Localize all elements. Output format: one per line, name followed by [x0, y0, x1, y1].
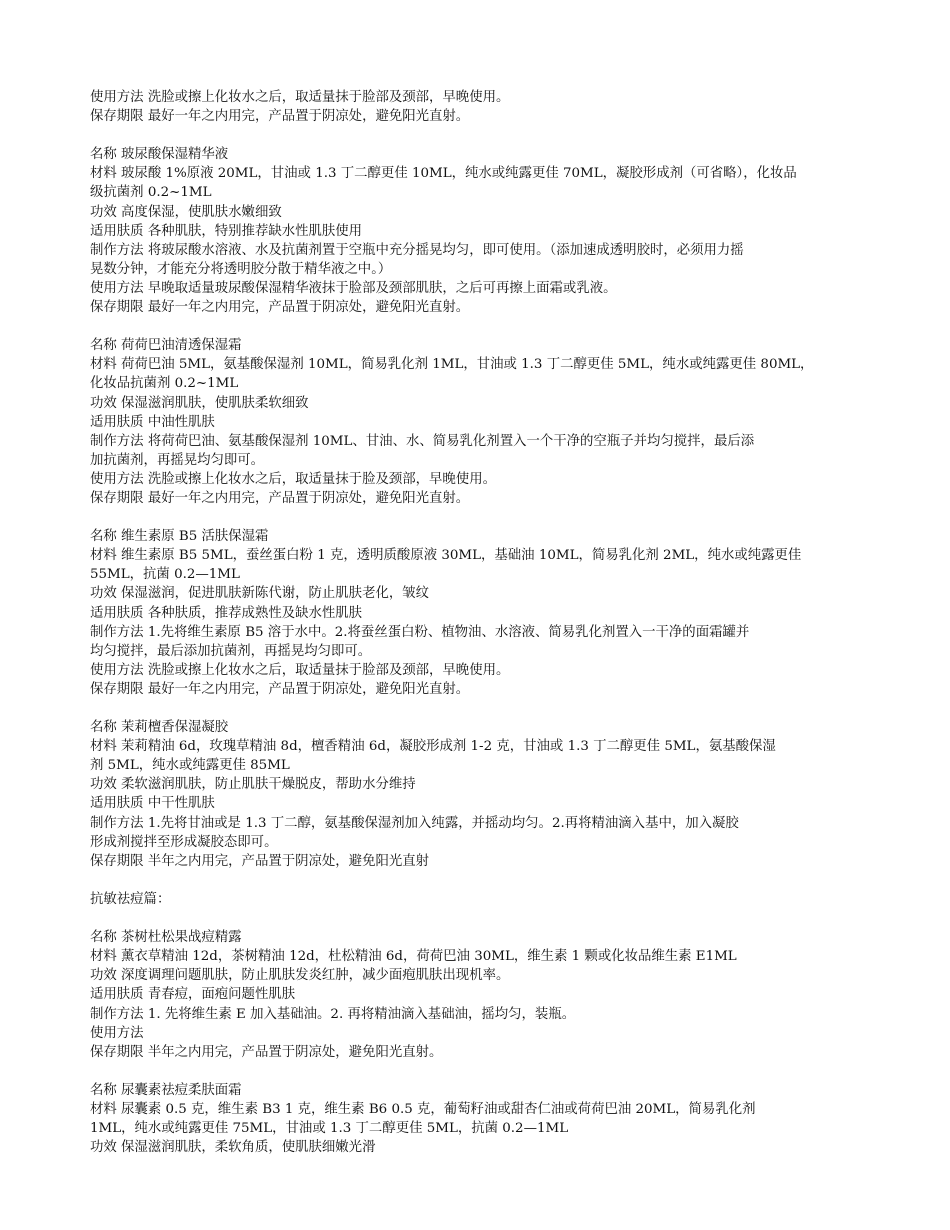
text-line: 保存期限 半年之内用完，产品置于阴凉处，避免阳光直射: [90, 853, 430, 869]
text-line: 使用方法 洗脸或擦上化妆水之后，取适量抹于脸部及颈部，早晚使用。: [90, 662, 510, 678]
text-line: 均匀搅拌，最后添加抗菌剂，再摇晃均匀即可。: [90, 643, 372, 659]
text-line: 保存期限 最好一年之内用完，产品置于阴凉处，避免阳光直射。: [90, 490, 470, 506]
text-line: 晃数分钟，才能充分将透明胶分散于精华液之中。）: [90, 261, 392, 277]
text-line: 功效 柔软滋润肌肤，防止肌肤干燥脱皮，帮助水分维持: [90, 777, 416, 793]
text-line: 功效 保湿滋润肌肤，柔软角质，使肌肤细嫩光滑: [90, 1140, 376, 1156]
text-line: 抗敏祛痘篇：: [90, 891, 171, 907]
blank-line: [90, 699, 872, 718]
text-line: 保存期限 最好一年之内用完，产品置于阴凉处，避免阳光直射。: [90, 109, 470, 125]
blank-line: [90, 1062, 872, 1081]
text-line: 使用方法 洗脸或擦上化妆水之后，取适量抹于脸部及颈部，早晚使用。: [90, 90, 510, 105]
text-line: 名称 荷荷巴油清透保湿霜: [90, 338, 242, 354]
text-line: 功效 保湿滋润肌肤，使肌肤柔软细致: [90, 395, 309, 411]
text-line: 材料 茉莉精油 6d，玫瑰草精油 8d，檀香精油 6d，凝胶形成剂 1-2 克，甘油或 1.3 丁二醇更佳 5ML，氨基酸保湿: [90, 739, 776, 755]
blank-line: [90, 871, 872, 890]
text-line: 功效 保湿滋润，促进肌肤新陈代谢，防止肌肤老化，皱纹: [90, 586, 430, 602]
text-line: 制作方法 1.先将维生素原 B5 溶于水中。2.将蚕丝蛋白粉、植物油、水溶液、简易乳化剂置入一干净的面霜罐并: [90, 624, 750, 640]
text-line: 名称 尿囊素祛痘柔肤面霜: [90, 1082, 242, 1098]
text-line: 保存期限 最好一年之内用完，产品置于阴凉处，避免阳光直射。: [90, 681, 470, 697]
text-line: 名称 茶树杜松果战痘精露: [90, 930, 242, 946]
text-line: 1ML，纯水或纯露更佳 75ML，甘油或 1.3 丁二醇更佳 5ML，抗菌 0.2—1ML: [90, 1121, 569, 1137]
text-line: 适用肤质 中油性肌肤: [90, 414, 215, 430]
text-line: 剂 5ML，纯水或纯露更佳 85ML: [90, 758, 290, 774]
text-line: 保存期限 最好一年之内用完，产品置于阴凉处，避免阳光直射。: [90, 300, 470, 316]
blank-line: [90, 909, 872, 928]
text-line: 适用肤质 各种肌肤，特别推荐缺水性肌肤使用: [90, 223, 363, 239]
text-line: 使用方法 洗脸或擦上化妆水之后，取适量抹于脸及颈部，早晚使用。: [90, 471, 496, 487]
text-line: 材料 薰衣草精油 12d，茶树精油 12d，杜松精油 6d，荷荷巴油 30ML，维生素 1 颗或化妆品维生素 E1ML: [90, 949, 737, 965]
text-line: 制作方法 将玻尿酸水溶液、水及抗菌剂置于空瓶中充分摇晃均匀，即可使用。（添加速成透明胶时，必须用力摇: [90, 242, 744, 258]
text-line: 制作方法 1.先将甘油或是 1.3 丁二醇，氨基酸保湿剂加入纯露，并摇动均匀。2.再将精油滴入基中，加入凝胶: [90, 815, 739, 831]
text-line: 材料 维生素原 B5 5ML，蚕丝蛋白粉 1 克，透明质酸原液 30ML，基础油 10ML，简易乳化剂 2ML，纯水或纯露更佳: [90, 548, 802, 564]
text-line: 材料 玻尿酸 1%原液 20ML，甘油或 1.3 丁二醇更佳 10ML，纯水或纯露更佳 70ML，凝胶形成剂（可省略），化妆品: [90, 166, 797, 182]
text-line: 材料 尿囊素 0.5 克，维生素 B3 1 克，维生素 B6 0.5 克，葡萄籽油或甜杏仁油或荷荷巴油 20ML，简易乳化剂: [90, 1101, 756, 1117]
blank-line: [90, 508, 872, 527]
text-line: 制作方法 将荷荷巴油、氨基酸保湿剂 10ML、甘油、水、简易乳化剂置入一个干净的空瓶子并均匀搅拌，最后添: [90, 433, 755, 449]
text-line: 适用肤质 青春痘，面疱问题性肌肤: [90, 987, 296, 1003]
text-line: 功效 深度调理问题肌肤，防止肌肤发炎红肿，减少面疱肌肤出现机率。: [90, 968, 510, 984]
document-page: [90, 88, 872, 1157]
text-line: 名称 玻尿酸保湿精华液: [90, 147, 229, 163]
text-line: 使用方法 早晚取适量玻尿酸保湿精华液抹于脸部及颈部肌肤，之后可再擦上面霜或乳液。: [90, 280, 617, 296]
text-line: 名称 茉莉檀香保湿凝胶: [90, 720, 229, 736]
text-line: 材料 荷荷巴油 5ML，氨基酸保湿剂 10ML，简易乳化剂 1ML，甘油或 1.3 丁二醇更佳 5ML，纯水或纯露更佳 80ML，: [90, 357, 814, 373]
text-line: 适用肤质 各种肤质，推荐成熟性及缺水性肌肤: [90, 605, 363, 621]
text-line: 化妆品抗菌剂 0.2~1ML: [90, 376, 239, 392]
text-line: 功效 高度保湿，使肌肤水嫩细致: [90, 204, 282, 220]
text-line: 使用方法: [90, 1025, 144, 1041]
blank-line: [90, 126, 872, 145]
text-line: 加抗菌剂，再摇晃均匀即可。: [90, 452, 265, 468]
text-line: 制作方法 1. 先将维生素 E 加入基础油。2. 再将精油滴入基础油，摇均匀，装瓶。: [90, 1006, 576, 1022]
text-line: 55ML，抗菌 0.2—1ML: [90, 567, 240, 583]
blank-line: [90, 317, 872, 336]
text-line: 级抗菌剂 0.2~1ML: [90, 185, 212, 201]
text-line: 形成剂搅拌至形成凝胶态即可。: [90, 834, 278, 850]
text-line: 保存期限 半年之内用完，产品置于阴凉处，避免阳光直射。: [90, 1044, 443, 1060]
text-line: 适用肤质 中干性肌肤: [90, 796, 215, 812]
text-line: 名称 维生素原 B5 活肤保湿霜: [90, 529, 269, 545]
